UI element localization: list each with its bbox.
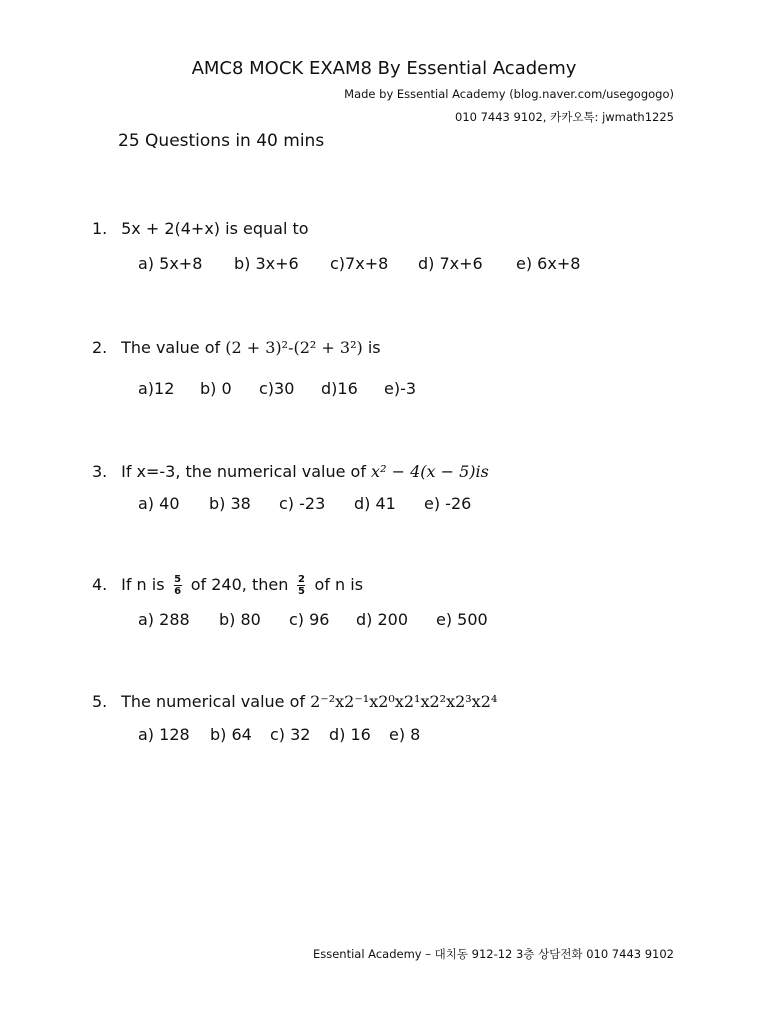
choice-a: a) 40 <box>138 494 180 513</box>
choice-d: d) 7x+6 <box>418 254 483 273</box>
fraction-two-fifths <box>297 574 305 597</box>
question-number: 1. <box>92 219 108 238</box>
question-expression: 2⁻²x2⁻¹x2⁰x2¹x2²x2³x2⁴ <box>310 692 498 711</box>
question-3 <box>92 462 489 481</box>
question-number: 2. <box>92 338 108 357</box>
fraction-numerator: 5 <box>174 574 182 585</box>
question-number: 4. <box>92 575 108 594</box>
question-part-3: of n is <box>314 575 364 594</box>
choice-e: e) -26 <box>424 494 472 513</box>
question-part-1: If n is <box>121 575 165 594</box>
choice-d: d) 41 <box>354 494 396 513</box>
fraction-five-sixths <box>174 574 182 597</box>
question-4-choices <box>138 610 488 629</box>
choice-d: d) 200 <box>356 610 409 629</box>
question-expression: (2 + 3)²-(2² + 3²) <box>225 338 363 357</box>
question-5 <box>92 692 497 711</box>
question-text: 5x + 2(4+x) is equal to <box>121 219 309 238</box>
question-suffix: is <box>367 338 381 357</box>
choice-d: d)16 <box>321 379 358 398</box>
contact-line: 010 7443 9102, 카카오톡: jwmath1225 <box>455 110 674 124</box>
choice-e: e) 8 <box>389 725 421 744</box>
choice-a: a) 288 <box>138 610 190 629</box>
question-number: 5. <box>92 692 108 711</box>
exam-title: AMC8 MOCK EXAM8 By Essential Academy <box>191 58 577 79</box>
question-part-2: of 240, then <box>190 575 289 594</box>
credit-line: Made by Essential Academy (blog.naver.com/usegogogo) <box>344 87 674 101</box>
fraction-denominator: 6 <box>174 586 182 597</box>
question-expression: x² − 4(x − 5)is <box>371 462 489 481</box>
question-5-choices <box>138 725 420 744</box>
choice-b: b) 0 <box>200 379 232 398</box>
fraction-numerator: 2 <box>297 574 305 585</box>
question-3-choices <box>138 494 471 513</box>
choice-c: c) -23 <box>279 494 326 513</box>
choice-a: a) 128 <box>138 725 190 744</box>
question-4 <box>92 574 363 597</box>
choice-e: e) 500 <box>436 610 488 629</box>
choice-a: a)12 <box>138 379 175 398</box>
question-1-choices <box>138 254 580 273</box>
page-footer: Essential Academy – 대치동 912-12 3층 상담전화 010 7443 9102 <box>312 947 674 961</box>
choice-a: a) 5x+8 <box>138 254 203 273</box>
question-1 <box>92 219 309 238</box>
choice-b: b) 64 <box>210 725 252 744</box>
choice-c: c)30 <box>259 379 295 398</box>
choice-b: b) 80 <box>219 610 261 629</box>
choice-d: d) 16 <box>329 725 371 744</box>
question-prefix: The numerical value of <box>121 692 306 711</box>
choice-e: e)-3 <box>384 379 417 398</box>
choice-c: c)7x+8 <box>330 254 389 273</box>
question-number: 3. <box>92 462 108 481</box>
choice-b: b) 3x+6 <box>234 254 299 273</box>
question-prefix: If x=-3, the numerical value of <box>121 462 366 481</box>
choice-c: c) 96 <box>289 610 330 629</box>
question-2-choices <box>138 379 416 398</box>
question-count: 25 Questions in 40 mins <box>118 131 325 151</box>
choice-b: b) 38 <box>209 494 251 513</box>
question-2 <box>92 338 381 357</box>
choice-e: e) 6x+8 <box>516 254 581 273</box>
question-prefix: The value of <box>121 338 221 357</box>
choice-c: c) 32 <box>270 725 311 744</box>
fraction-denominator: 5 <box>297 586 305 597</box>
